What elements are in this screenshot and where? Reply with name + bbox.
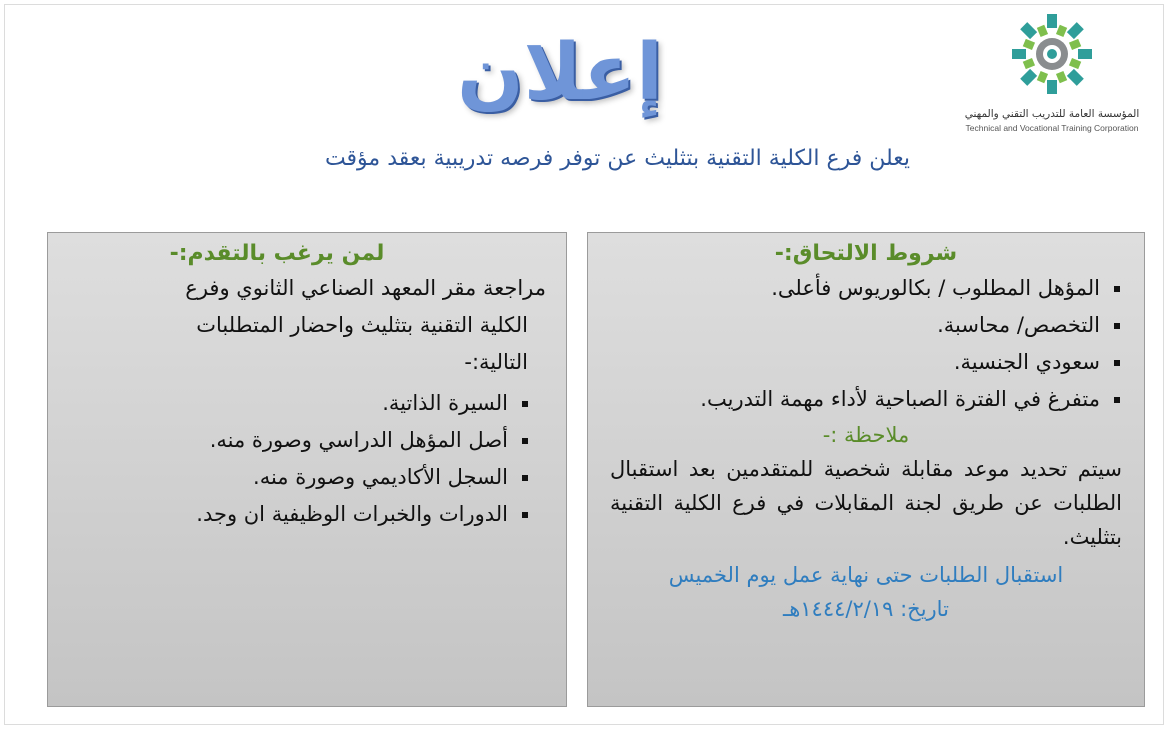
apply-heading: لمن يرغب بالتقدم:- — [169, 241, 385, 266]
apply-intro-line-2: الكلية التقنية بتثليث واحضار المتطلبات — [196, 313, 528, 337]
list-item: التخصص/ محاسبة. — [596, 307, 1122, 344]
logo-name-arabic: المؤسسة العامة للتدريب التقني والمهني — [964, 108, 1140, 120]
apply-panel — [47, 232, 567, 707]
organization-logo — [952, 12, 1152, 138]
apply-intro-line-1: مراجعة مقر المعهد الصناعي الثانوي وفرع — [185, 276, 546, 300]
apply-intro — [48, 266, 566, 381]
conditions-heading: شروط الالتحاق:- — [774, 241, 958, 266]
list-item: المؤهل المطلوب / بكالوريوس فأعلى. — [596, 270, 1122, 307]
announcement-subtitle: يعلن فرع الكلية التقنية بتثليث عن توفر فرصه تدريبية بعقد مؤقت — [324, 146, 910, 171]
deadline-line-1: استقبال الطلبات حتى نهاية عمل يوم الخميس — [668, 563, 1064, 587]
list-item: سعودي الجنسية. — [596, 344, 1122, 381]
list-item: متفرغ في الفترة الصباحية لأداء مهمة التدريب. — [596, 381, 1122, 418]
note-body: سيتم تحديد موعد مقابلة شخصية للمتقدمين بعد استقبال الطلبات عن طريق لجنة المقابلات في فرع الكلية التقنية بتثليث. — [610, 457, 1122, 549]
conditions-list — [588, 270, 1144, 418]
apply-intro-line-3: التالية:- — [464, 350, 528, 374]
announcement-title: إعلان — [457, 28, 663, 118]
list-item: السيرة الذاتية. — [56, 385, 530, 422]
logo-name-english: Technical and Vocational Training Corporation — [965, 123, 1139, 133]
deadline-line-2: تاريخ: ١٤٤٤/٢/١٩هـ — [783, 597, 949, 621]
list-item: الدورات والخبرات الوظيفية ان وجد. — [56, 496, 530, 533]
conditions-panel — [587, 232, 1145, 707]
tvtc-logo-icon — [1007, 12, 1097, 102]
list-item: السجل الأكاديمي وصورة منه. — [56, 459, 530, 496]
apply-requirements-list — [48, 385, 566, 533]
note-heading: ملاحظة :- — [822, 423, 910, 447]
list-item: أصل المؤهل الدراسي وصورة منه. — [56, 422, 530, 459]
